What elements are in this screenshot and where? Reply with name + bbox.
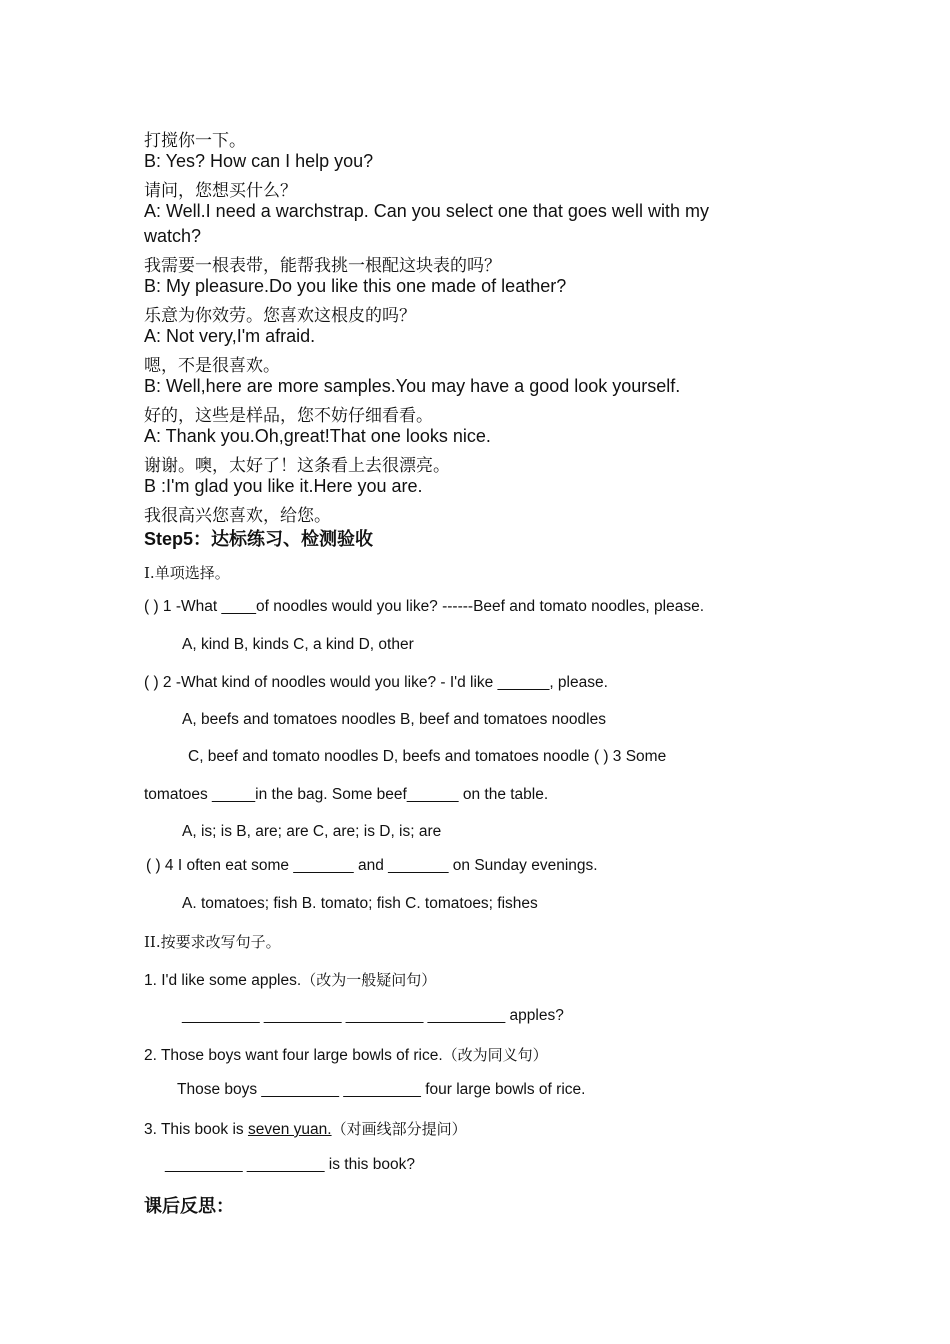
question-3-options: A, is; is B, are; are C, are; is D, is; are xyxy=(182,823,442,840)
dialogue-line: A: Thank you.Oh,great!That one looks nice. xyxy=(144,426,491,446)
rewrite-1-sentence: 1. I'd like some apples. xyxy=(144,972,302,989)
question-4-options: A. tomatoes; fish B. tomato; fish C. tomatoes; fishes xyxy=(182,895,538,912)
dialogue-line: 请问，您想买什么？ xyxy=(144,181,297,201)
question-2: ( ) 2 -What kind of noodles would you like? - I'd like ______, please. xyxy=(144,674,608,691)
rewrite-2-note: （改为同义句） xyxy=(442,1046,548,1064)
dialogue-line: B :I'm glad you like it.Here you are. xyxy=(144,476,423,496)
rewrite-3-underlined: seven yuan. xyxy=(247,1121,332,1138)
dialogue-line: B: Yes? How can I help you? xyxy=(144,151,374,171)
reflection-heading: 课后反思： xyxy=(144,1196,234,1216)
dialogue-line: A: Not very,I'm afraid. xyxy=(144,326,316,346)
rewrite-3-note: （对画线部分提问） xyxy=(331,1120,467,1138)
question-3: tomatoes _____in the bag. Some beef______ on the table. xyxy=(144,786,549,803)
dialogue-line: 打搅你一下。 xyxy=(144,131,246,151)
rewrite-2-answer: Those boys _________ _________ four large bowls of rice. xyxy=(177,1081,586,1098)
rewrite-1-answer: _________ _________ _________ _________ apples? xyxy=(182,1007,564,1024)
dialogue-line: 我需要一根表带，能帮我挑一根配这块表的吗？ xyxy=(144,256,501,276)
dialogue-line: 嗯，不是很喜欢。 xyxy=(144,356,280,376)
dialogue-line: B: Well,here are more samples.You may have a good look yourself. xyxy=(144,376,681,396)
rewrite-2-sentence: 2. Those boys want four large bowls of rice. xyxy=(144,1047,443,1064)
section1-title: I.单项选择。 xyxy=(144,564,230,582)
question-4: ( ) 4 I often eat some _______ and _______ on Sunday evenings. xyxy=(146,857,598,874)
dialogue-line: 好的，这些是样品，您不妨仔细看看。 xyxy=(144,406,433,426)
question-1: ( ) 1 -What ____of noodles would you like? ------Beef and tomato noodles, please. xyxy=(144,598,705,615)
question-1-options: A, kind B, kinds C, a kind D, other xyxy=(182,636,414,653)
rewrite-3 xyxy=(144,1118,467,1139)
dialogue-line: B: My pleasure.Do you like this one made of leather? xyxy=(144,276,567,296)
rewrite-3-answer: _________ _________ is this book? xyxy=(165,1156,415,1173)
dialogue-line: 我很高兴您喜欢，给您。 xyxy=(144,506,331,526)
dialogue-line: watch? xyxy=(144,226,202,246)
dialogue-line: 谢谢。噢，太好了！这条看上去很漂亮。 xyxy=(144,456,450,476)
rewrite-1-note: （改为一般疑问句） xyxy=(301,971,437,989)
dialogue-line: 乐意为你效劳。您喜欢这根皮的吗？ xyxy=(144,306,416,326)
question-2-options-a: A, beefs and tomatoes noodles B, beef and tomatoes noodles xyxy=(182,711,606,728)
question-2-options-b: C, beef and tomato noodles D, beefs and tomatoes noodle ( ) 3 Some xyxy=(188,748,667,765)
rewrite-2 xyxy=(144,1044,548,1065)
rewrite-3-prefix: 3. This book is xyxy=(144,1121,248,1138)
dialogue-line: A: Well.I need a warchstrap. Can you select one that goes well with my xyxy=(144,201,709,221)
rewrite-1 xyxy=(144,969,436,990)
step5-heading: Step5：达标练习、检测验收 xyxy=(144,529,374,549)
section2-title: II.按要求改写句子。 xyxy=(144,933,281,951)
